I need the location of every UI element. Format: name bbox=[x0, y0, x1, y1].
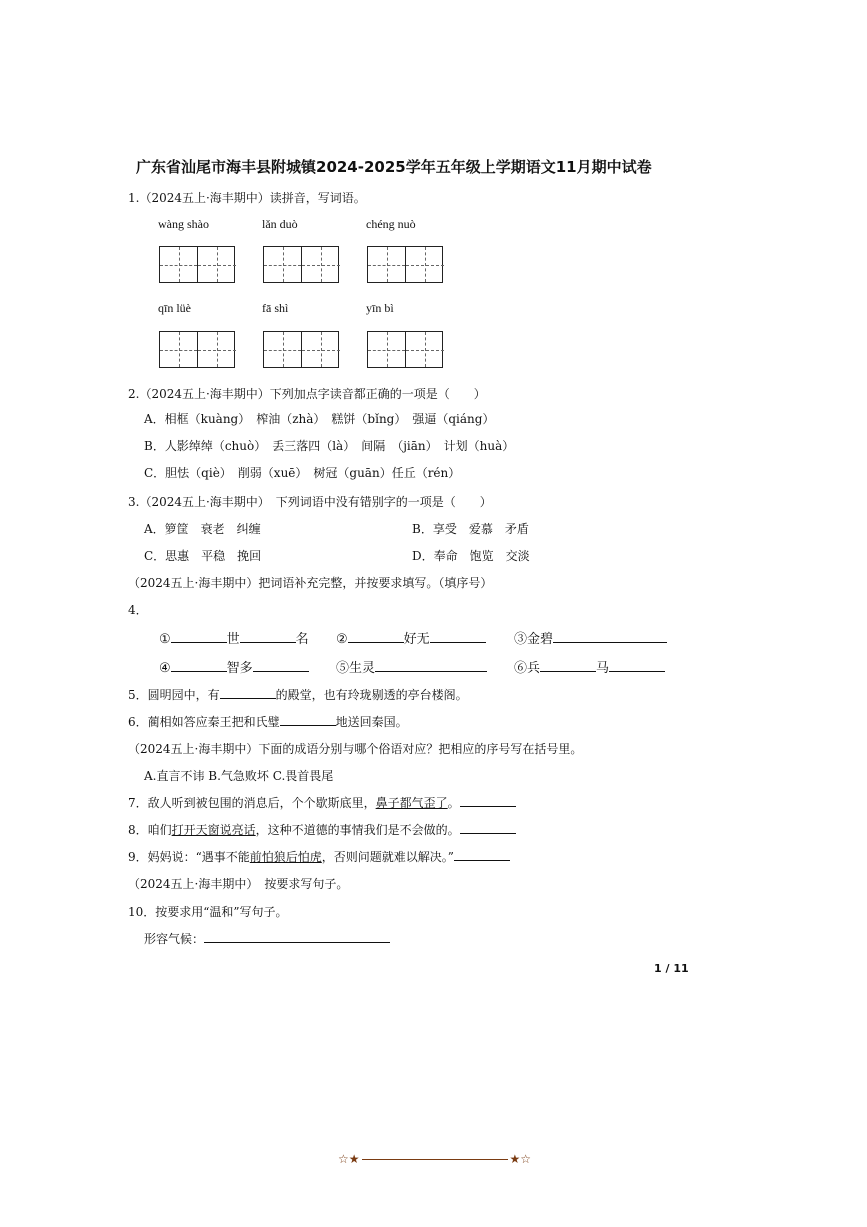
question-3-option-c: C．思惠 平稳 挽回 bbox=[144, 549, 262, 563]
question-7-underlined: 鼻子都气歪了 bbox=[375, 796, 448, 810]
question-7-blank[interactable] bbox=[460, 794, 516, 807]
footer-stars-right: ★☆ bbox=[509, 1152, 532, 1166]
idiom-4-blank-a[interactable] bbox=[171, 659, 227, 672]
section-4-intro: （2024五上·海丰期中）把词语补充完整，并按要求填写。（填序号） bbox=[128, 576, 493, 590]
question-2-stem: 2.（2024五上·海丰期中）下列加点字读音都正确的一项是（ ） bbox=[128, 387, 486, 401]
question-9-text-a: 9．妈妈说：“遇事不能 bbox=[128, 850, 250, 864]
question-7-text-b: 。 bbox=[447, 796, 460, 810]
section-7-options: A.直言不讳 B.气急败坏 C.畏首畏尾 bbox=[144, 769, 334, 783]
idiom-item-4 bbox=[159, 657, 309, 676]
idiom-1-char: 世 bbox=[226, 632, 240, 647]
question-6-text-b: 地送回秦国。 bbox=[335, 715, 408, 729]
question-10-sub bbox=[144, 930, 390, 947]
question-7 bbox=[128, 794, 516, 811]
section-7-intro: （2024五上·海丰期中）下面的成语分别与哪个俗语对应？把相应的序号写在括号里。 bbox=[128, 742, 583, 756]
idiom-item-1 bbox=[159, 628, 309, 647]
idiom-4-blank-b[interactable] bbox=[253, 659, 309, 672]
question-6-blank[interactable] bbox=[280, 713, 336, 726]
question-3-option-b: B．享受 爱慕 矛盾 bbox=[412, 522, 529, 536]
question-8-text-a: 8．咱们 bbox=[128, 823, 172, 837]
idiom-5-prefix: ⑤生灵 bbox=[336, 661, 376, 676]
question-5-text-a: 5．圆明园中，有 bbox=[128, 688, 220, 702]
idiom-item-5 bbox=[336, 657, 487, 676]
section-10-intro: （2024五上·海丰期中） 按要求写句子。 bbox=[128, 877, 349, 891]
footer-stars-left: ☆★ bbox=[338, 1152, 360, 1166]
idiom-4-chars: 智多 bbox=[226, 661, 253, 676]
writing-grid-2[interactable] bbox=[263, 246, 339, 283]
footer-line bbox=[362, 1159, 508, 1160]
question-3-stem: 3.（2024五上·海丰期中） 下列词语中没有错别字的一项是（ ） bbox=[128, 495, 492, 509]
question-10-stem: 10．按要求用“温和”写句子。 bbox=[128, 905, 288, 919]
idiom-1-char-2: 名 bbox=[295, 632, 309, 647]
pinyin-2: lǎn duò bbox=[262, 217, 298, 231]
question-2-option-a: A．相框（kuàng） 榨油（zhà） 糕饼（bǐng） 强逼（qiáng） bbox=[144, 412, 495, 426]
idiom-6-char: 马 bbox=[596, 661, 610, 676]
idiom-2-blank-a[interactable] bbox=[348, 630, 404, 643]
question-4-number: 4． bbox=[128, 603, 148, 617]
idiom-3-blank[interactable] bbox=[553, 630, 667, 643]
pinyin-3: chéng nuò bbox=[366, 217, 416, 231]
question-8-underlined: 打开天窗说亮话 bbox=[171, 823, 256, 837]
idiom-4-marker: ④ bbox=[159, 661, 171, 676]
question-10-sub-label: 形容气候： bbox=[144, 932, 205, 946]
idiom-1-marker: ① bbox=[159, 632, 171, 647]
question-1-stem: 1.（2024五上·海丰期中）读拼音，写词语。 bbox=[128, 191, 366, 205]
idiom-6-prefix: ⑥兵 bbox=[514, 661, 541, 676]
writing-grid-3[interactable] bbox=[367, 246, 443, 283]
pinyin-5: fā shì bbox=[262, 301, 289, 315]
writing-grid-6[interactable] bbox=[367, 331, 443, 368]
question-5-text-b: 的殿堂，也有玲珑剔透的亭台楼阁。 bbox=[275, 688, 468, 702]
idiom-2-marker: ② bbox=[336, 632, 348, 647]
idiom-6-blank-a[interactable] bbox=[540, 659, 596, 672]
question-5 bbox=[128, 686, 468, 703]
idiom-item-3 bbox=[514, 628, 667, 647]
idiom-item-2 bbox=[336, 628, 486, 647]
question-9-underlined: 前怕狼后怕虎 bbox=[249, 850, 322, 864]
question-9-blank[interactable] bbox=[454, 848, 510, 861]
question-6 bbox=[128, 713, 408, 730]
question-9-text-b: ，否则问题就难以解决。” bbox=[321, 850, 454, 864]
question-8-blank[interactable] bbox=[460, 821, 516, 834]
idiom-2-blank-b[interactable] bbox=[430, 630, 486, 643]
idiom-2-chars: 好无 bbox=[403, 632, 430, 647]
idiom-item-6 bbox=[514, 657, 665, 676]
question-8 bbox=[128, 821, 516, 838]
idiom-6-blank-b[interactable] bbox=[609, 659, 665, 672]
question-7-text-a: 7．敌人听到被包围的消息后，个个歇斯底里， bbox=[128, 796, 376, 810]
page-number: 1 / 11 bbox=[654, 962, 689, 975]
question-2-option-c: C．胆怯（qiè） 削弱（xuē） 树冠（guān）任丘（rén） bbox=[144, 466, 461, 480]
pinyin-1: wàng shào bbox=[158, 217, 209, 231]
writing-grid-1[interactable] bbox=[159, 246, 235, 283]
writing-grid-4[interactable] bbox=[159, 331, 235, 368]
footer-decoration bbox=[338, 1152, 531, 1166]
question-2-option-b: B．人影绰绰（chuò） 丢三落四（là） 间隔 （jiān） 计划（huà） bbox=[144, 439, 515, 453]
question-5-blank[interactable] bbox=[220, 686, 276, 699]
writing-grid-5[interactable] bbox=[263, 331, 339, 368]
idiom-5-blank[interactable] bbox=[375, 659, 487, 672]
question-3-option-a: A．箩筐 衰老 纠缠 bbox=[144, 522, 261, 536]
idiom-3-prefix: ③金碧 bbox=[514, 632, 554, 647]
page-title: 广东省汕尾市海丰县附城镇2024-2025学年五年级上学期语文11月期中试卷 bbox=[136, 158, 652, 176]
idiom-1-blank-a[interactable] bbox=[171, 630, 227, 643]
pinyin-4: qīn lüè bbox=[158, 301, 191, 315]
question-3-option-d: D．奉命 饱览 交淡 bbox=[412, 549, 530, 563]
idiom-1-blank-b[interactable] bbox=[240, 630, 296, 643]
pinyin-6: yīn bì bbox=[366, 301, 394, 315]
question-6-text-a: 6．蔺相如答应秦王把和氏璧 bbox=[128, 715, 280, 729]
question-10-blank[interactable] bbox=[204, 930, 390, 943]
question-9 bbox=[128, 848, 510, 865]
question-8-text-b: ，这种不道德的事情我们是不会做的。 bbox=[255, 823, 460, 837]
